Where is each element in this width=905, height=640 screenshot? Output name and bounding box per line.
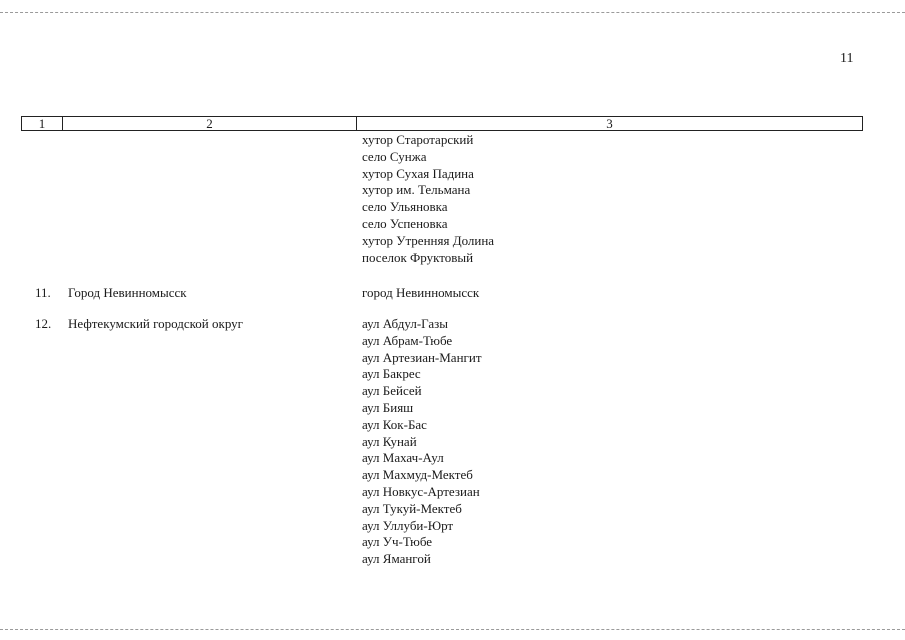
settlement-item: село Сунжа (362, 148, 427, 164)
scan-edge-top (0, 12, 905, 13)
settlement-item: аул Тукуй-Мектеб (362, 500, 462, 516)
settlement-item: город Невинномысск (362, 285, 480, 300)
page-number: 11 (840, 51, 854, 66)
settlement-item: аул Кунай (362, 433, 417, 449)
settlement-item: село Ульяновка (362, 199, 448, 215)
settlement-item: аул Уч-Тюбе (362, 534, 433, 550)
settlement-item: хутор Старотарский (362, 132, 474, 147)
settlement-item: аул Махач-Аул (362, 450, 444, 466)
settlement-item: аул Ямангой (362, 551, 431, 567)
settlement-item: аул Махмуд-Мектеб (362, 467, 473, 483)
settlement-item: хутор Сухая Падина (362, 165, 474, 181)
settlement-item: поселок Фруктовый (362, 249, 474, 265)
settlement-item: аул Артезиан-Мангит (362, 349, 482, 365)
settlement-item: аул Бейсей (362, 383, 422, 399)
settlement-item: хутор им. Тельмана (362, 182, 471, 198)
settlement-item: аул Абдул-Газы (362, 316, 448, 331)
settlement-item: село Успеновка (362, 215, 448, 231)
settlement-item: хутор Утренняя Долина (362, 232, 495, 248)
entry-name: Нефтекумский городской округ (68, 316, 243, 331)
settlement-item: аул Уллуби-Юрт (362, 517, 454, 533)
settlement-item: аул Бияш (362, 399, 414, 415)
table-header-col-1: 1 (22, 117, 63, 130)
entry-settlement-list (362, 316, 482, 568)
scan-edge-bottom (0, 629, 905, 630)
table-header-row (21, 116, 863, 131)
table-header-col-2: 2 (63, 117, 357, 130)
settlement-item: аул Новкус-Артезиан (362, 483, 480, 499)
settlement-item: аул Бакрес (362, 366, 421, 382)
entry-name: Город Невинномысск (68, 285, 187, 300)
continued-settlement-list (362, 132, 494, 266)
settlement-item: аул Кок-Бас (362, 416, 427, 432)
entry-settlement-list (362, 285, 479, 302)
settlement-item: аул Абрам-Тюбе (362, 332, 453, 348)
entry-number: 12. (35, 316, 52, 331)
table-header-col-3: 3 (606, 116, 613, 131)
entry-number: 11. (35, 285, 51, 300)
